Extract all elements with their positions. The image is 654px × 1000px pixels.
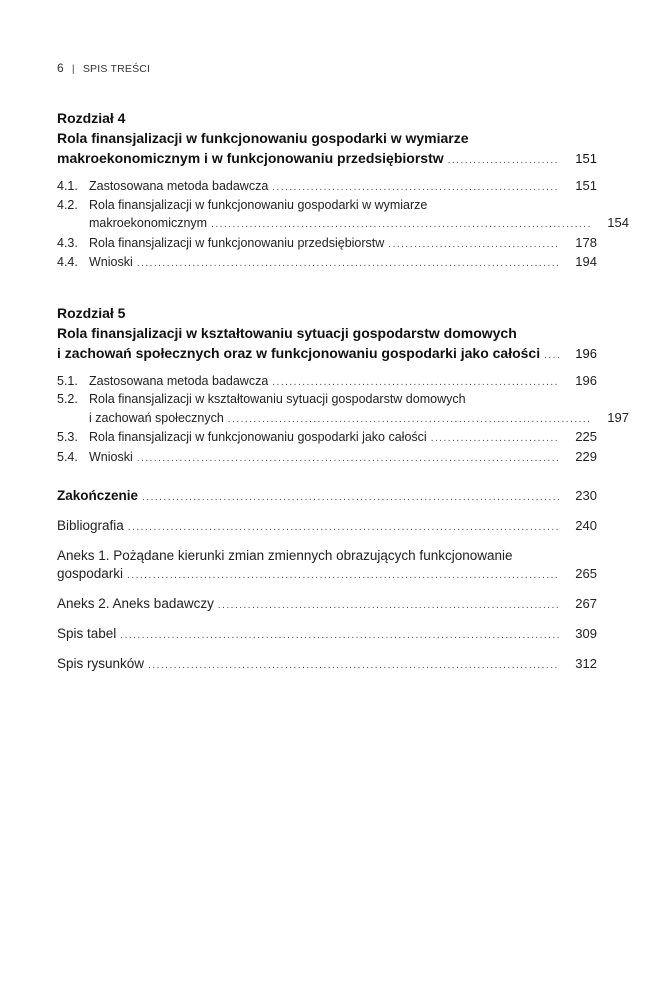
section-5-2[interactable] <box>57 391 629 428</box>
section-4-3[interactable] <box>57 234 597 254</box>
section-5-1[interactable] <box>57 372 597 392</box>
section-title: Wnioski <box>89 449 133 464</box>
section-title: Rola finansjalizacji w funkcjonowaniu przedsiębiorstw <box>89 235 385 250</box>
dot-leader <box>228 411 591 429</box>
section-title-line2: makroekonomicznym <box>89 216 208 230</box>
running-head <box>57 61 150 75</box>
chapter-title-line1: Rola finansjalizacji w kształtowaniu sytuacji gospodarstw domowych <box>57 324 517 341</box>
dot-leader <box>218 597 559 615</box>
section-list <box>57 177 629 273</box>
section-number: 4.3. <box>57 235 78 250</box>
section-title: Rola finansjalizacji w funkcjonowaniu gospodarki jako całości <box>89 430 427 444</box>
page-ref: 151 <box>575 178 597 193</box>
entry-zakonczenie[interactable] <box>57 487 597 507</box>
page-ref: 151 <box>575 151 597 166</box>
section-number: 5.3. <box>57 430 78 444</box>
dot-leader <box>448 151 559 171</box>
section-title: Zastosowana metoda badawcza <box>89 179 269 193</box>
dot-leader <box>388 236 559 254</box>
chapter-4-entry[interactable] <box>57 108 629 273</box>
dot-leader <box>272 179 559 197</box>
entry-title-line2: gospodarki <box>57 566 124 581</box>
chapter-label: Rozdział 5 <box>57 304 126 321</box>
entry-spis-tabel[interactable] <box>57 625 597 645</box>
entry-title: Bibliografia <box>57 518 124 533</box>
dot-leader <box>137 255 559 273</box>
page-ref: 240 <box>575 518 597 533</box>
section-4-1[interactable] <box>57 177 597 197</box>
page-ref: 197 <box>607 409 629 425</box>
section-title-line1: Rola finansjalizacji w funkcjonowaniu gospodarki w wymiarze <box>89 197 428 212</box>
dot-leader <box>544 346 559 366</box>
page-ref: 196 <box>575 372 597 388</box>
entry-bibliografia[interactable] <box>57 517 597 537</box>
entry-title-line1: Aneks 1. Pożądane kierunki zmian zmiennych obrazujących funkcjonowanie <box>57 548 513 563</box>
section-number: 4.4. <box>57 255 78 269</box>
entry-spis-rysunkow[interactable] <box>57 655 597 675</box>
section-title: Wnioski <box>89 255 133 269</box>
section-list <box>57 372 629 468</box>
section-title: Zastosowana metoda badawcza <box>89 373 269 388</box>
dot-leader <box>127 567 559 585</box>
page-ref: 178 <box>575 234 597 250</box>
page-ref: 154 <box>607 215 629 230</box>
dot-leader <box>272 374 559 392</box>
entry-aneks-2[interactable] <box>57 595 597 615</box>
entry-title: Spis rysunków <box>57 656 145 671</box>
page-ref: 230 <box>575 488 597 503</box>
section-title-line1: Rola finansjalizacji w kształtowaniu sytuacji gospodarstw domowych <box>89 392 466 406</box>
dot-leader <box>128 519 559 537</box>
chapter-5-entry[interactable] <box>57 303 629 468</box>
chapter-title-row <box>57 148 597 171</box>
dot-leader <box>120 627 559 645</box>
page-ref: 196 <box>575 345 597 361</box>
running-head-separator: | <box>71 63 75 75</box>
dot-leader <box>431 430 559 448</box>
page-ref: 229 <box>575 448 597 464</box>
section-4-2[interactable] <box>57 197 629 234</box>
section-number: 4.2. <box>57 197 78 212</box>
chapter-label: Rozdział 4 <box>57 110 126 126</box>
chapter-title-row <box>57 343 597 366</box>
section-5-3[interactable] <box>57 428 597 448</box>
section-4-4[interactable] <box>57 253 597 273</box>
entry-aneks-1[interactable] <box>57 547 597 585</box>
table-of-contents <box>57 108 629 685</box>
dot-leader <box>211 216 591 234</box>
entry-title: Aneks 2. Aneks badawczy <box>57 596 214 611</box>
entry-title: Spis tabel <box>57 626 117 641</box>
section-number: 5.2. <box>57 392 78 406</box>
page-ref: 265 <box>575 566 597 581</box>
page-ref: 225 <box>575 429 597 444</box>
page-ref: 312 <box>575 656 597 671</box>
section-number: 4.1. <box>57 179 78 193</box>
dot-leader <box>137 450 559 468</box>
section-number: 5.4. <box>57 449 78 464</box>
running-head-title: SPIS TREŚCI <box>82 63 151 75</box>
section-title-line2: i zachowań społecznych <box>89 410 224 425</box>
dot-leader <box>142 489 559 507</box>
page-ref: 309 <box>575 626 597 641</box>
chapter-title-line2: makroekonomicznym i w funkcjonowaniu przedsiębiorstw <box>57 150 444 166</box>
chapter-title-line2: i zachowań społecznych oraz w funkcjonowaniu gospodarki jako całości <box>57 344 541 361</box>
page-ref: 267 <box>575 596 597 611</box>
section-5-4[interactable] <box>57 448 597 468</box>
page-number: 6 <box>57 61 64 75</box>
page-ref: 194 <box>575 254 597 269</box>
chapter-title-line1: Rola finansjalizacji w funkcjonowaniu gospodarki w wymiarze <box>57 130 469 146</box>
entry-title: Zakończenie <box>57 488 139 503</box>
section-number: 5.1. <box>57 373 78 388</box>
end-matter-list <box>57 487 597 675</box>
dot-leader <box>148 657 559 675</box>
